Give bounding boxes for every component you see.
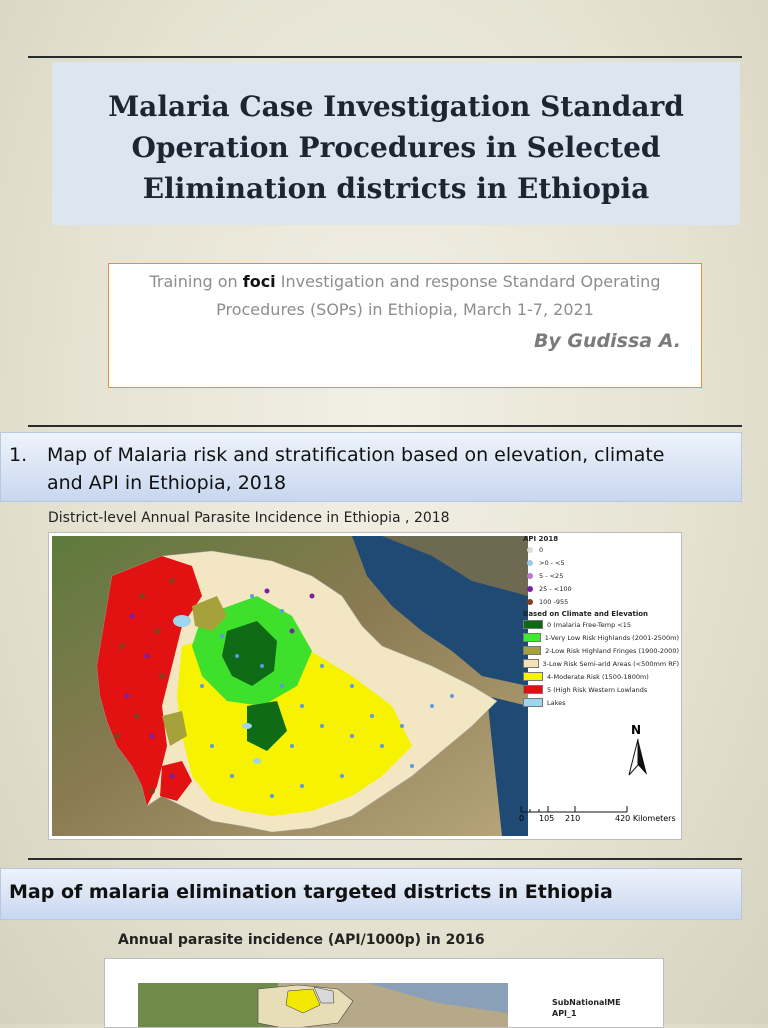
section1-heading-line1 [9,441,731,469]
map1-caption: District-level Annual Parasite Incidence in Ethiopia , 2018 [48,510,450,526]
api-legend-item [523,543,679,556]
subtitle-text-b: Investigation and response Standard Operating [275,272,661,291]
climate-legend-label: Lakes [547,698,566,707]
middle-rule [28,425,742,427]
climate-legend-item [523,683,679,696]
subtitle-text-a: Training on [149,272,243,291]
api-map-2016 [104,958,664,1028]
scale-label: 0 [519,814,525,823]
climate-legend-title: Based on Climate and Elevation [523,610,649,618]
api-legend-item [523,582,679,595]
scale-label: 420 Kilometers [615,814,676,823]
climate-legend-item [523,644,679,657]
subtitle-box [108,263,702,388]
api-legend-item [523,595,679,608]
climate-legend-label: 1-Very Low Risk Highlands (2001-2500m) [544,633,679,642]
author: By Gudissa A. [533,330,681,352]
legend-swatch [523,698,543,707]
subtitle-line-1 [109,268,701,296]
legend-swatch [523,672,543,681]
subtitle-line-2: Procedures (SOPs) in Ethiopia, March 1-7, 2021 [216,300,594,319]
map2-caption: Annual parasite incidence (API/1000p) in 2016 [118,932,485,948]
section1-heading [0,432,742,502]
scale-label: 210 [565,814,581,823]
section1-heading-line2: and API in Ethiopia, 2018 [47,472,287,494]
map2-legend-title: SubNationalME [552,998,621,1007]
api-legend-item [523,569,679,582]
climate-legend-label: 3-Low Risk Semi-arid Areas (<500mm RF) [542,659,679,668]
scale-label: 105 [539,814,555,823]
section2-heading: Map of malaria elimination targeted districts in Ethiopia [0,868,742,920]
api-legend-label: >0 - <5 [539,558,565,567]
api-legend-label: 100 -955 [539,597,569,606]
climate-legend-item [523,696,679,709]
climate-legend-label: 0 (malaria Free-Temp <15 [547,620,632,629]
api-dot-icon [527,547,533,553]
api-dot-icon [527,573,533,579]
climate-legend-item [523,657,679,670]
legend-swatch [523,620,543,629]
api-legend-label: 0 [539,545,544,554]
api-legend-item [523,556,679,569]
api-map-2016-image [138,983,508,1028]
lower-rule [28,858,742,860]
north-arrow-icon [627,737,649,777]
title-box [52,62,740,225]
api-legend-title: API 2018 [523,535,559,543]
climate-legend-label: 4-Moderate Risk (1500-1800m) [547,672,649,681]
scale-bar [519,801,679,841]
map2-legend-subtitle: API_1 [552,1009,577,1018]
legend-swatch [523,659,539,668]
north-arrow [627,723,649,781]
section1-heading-text1: Map of Malaria risk and stratification based on elevation, climate [47,444,665,466]
map1-legend [517,533,679,839]
section1-number: 1. [9,444,28,466]
api-dot-icon [527,599,533,605]
climate-legend-item [523,618,679,631]
top-rule [28,56,742,58]
api-legend-label: 25 - <100 [539,584,572,593]
api-legend-label: 5 - <25 [539,571,564,580]
climate-legend-item [523,670,679,683]
legend-swatch [523,685,543,694]
climate-legend-label: 2-Low Risk Highland Fringes (1900-2000) [545,646,679,655]
api-dot-icon [527,560,533,566]
api-map-2018 [48,532,682,840]
climate-legend-label: 5 (High Risk Western Lowlands [547,685,648,694]
satellite-map-image [52,536,528,836]
subtitle-bold-word: foci [242,272,276,291]
legend-swatch [523,646,541,655]
page-title: Malaria Case Investigation Standard Operation Procedures in Selected Elimination districts in Ethiopia [108,90,684,205]
api-dot-icon [527,586,533,592]
map2-legend [552,997,621,1019]
climate-legend-item [523,631,679,644]
north-label: N [631,723,642,737]
legend-swatch [523,633,541,642]
